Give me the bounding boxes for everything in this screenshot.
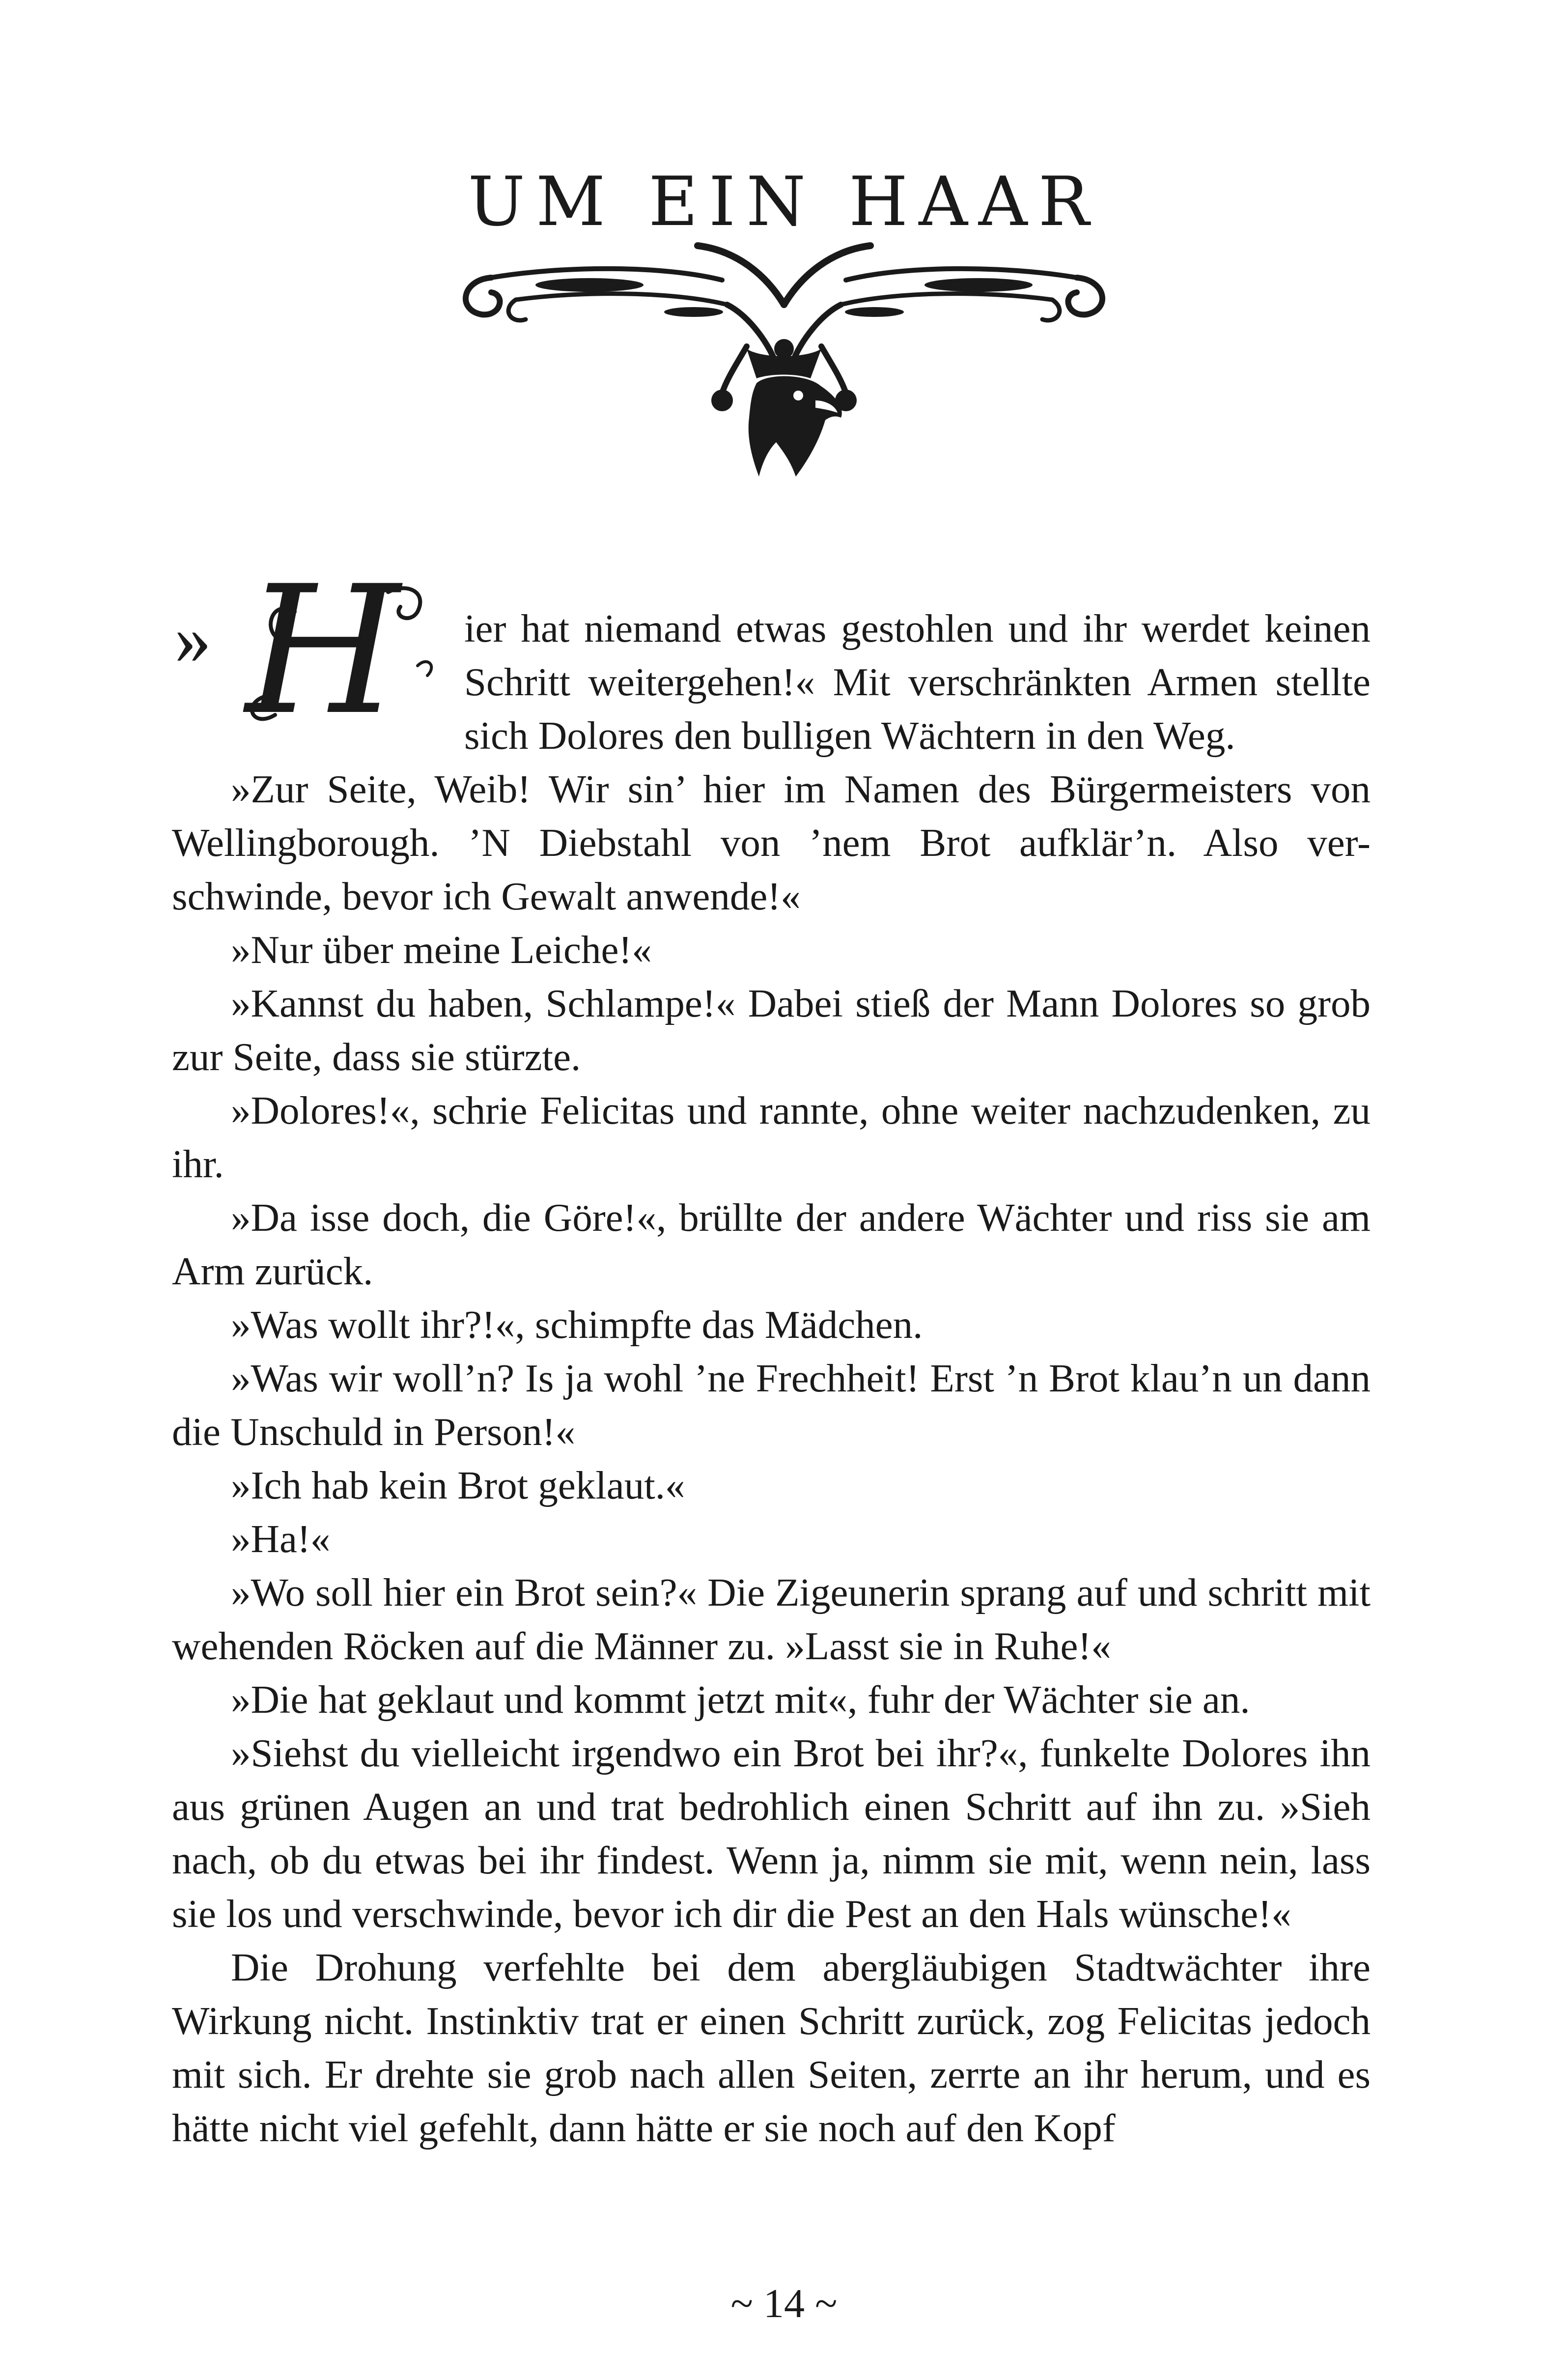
paragraph: »Da isse doch, die Göre!«, brüllte der andere Wächter und riss sie am Arm zurück. xyxy=(172,1195,1371,1293)
paragraph: »Nur über meine Leiche!« xyxy=(231,928,652,972)
paragraph xyxy=(172,548,1371,763)
dropcap-quote: » xyxy=(174,598,211,680)
paragraph: »Die hat geklaut und kommt jetzt mit«, fuhr der Wächter sie an. xyxy=(231,1677,1250,1722)
paragraph: »Was wir woll’n? Is ja wohl ’ne Frechheit! Erst ’n Brot klau’n un dann die Unschuld in Person!« xyxy=(172,1356,1371,1454)
paragraph: »Was wollt ihr?!«, schimpfte das Mädchen. xyxy=(231,1303,923,1347)
eagle-jester-emblem-icon xyxy=(0,231,1568,506)
chapter-title: UM EIN HAAR xyxy=(468,162,1100,241)
paragraph: »Dolores!«, schrie Felicitas und rannte, ohne weiter nachzudenken, zu ihr. xyxy=(172,1088,1371,1186)
paragraph: »Ha!« xyxy=(231,1517,331,1561)
paragraph: »Ich hab kein Brot geklaut.« xyxy=(231,1463,685,1507)
page-number: ~ 14 ~ xyxy=(730,2281,838,2326)
paragraph-text: ier hat niemand etwas gestohlen und ihr werdet keinen Schritt weitergehen!« Mit verschränkten Armen stellte sich Dolores den bulligen Wächtern in den Weg. xyxy=(464,606,1371,758)
paragraph: »Wo soll hier ein Brot sein?« Die Zigeunerin sprang auf und schritt mit wehenden Röcken auf die Männer zu. »Lasst sie in Ruhe!« xyxy=(172,1570,1371,1668)
dropcap-letter: H xyxy=(246,548,400,754)
paragraph: Die Drohung verfehlte bei dem abergläubigen Stadtwächter ihre Wirkung nicht. Instinktiv trat er einen Schritt zurück, zog Felicitas jedoch mit sich. Er drehte sie grob nach allen Seiten, zerrte an ihr herum, und es hätte nicht viel gefehlt, dann hätte er sie noch auf den Kopf xyxy=(172,1945,1371,2150)
dropcap xyxy=(172,548,452,754)
chapter-body xyxy=(172,548,1371,2155)
paragraph: »Siehst du vielleicht irgendwo ein Brot bei ihr?«, funkelte Dolores ihn aus grünen Augen an und trat bedrohlich einen Schritt auf ihn zu. »Sieh nach, ob du etwas bei ihr findest. Wenn ja, nimm sie mit, wenn nein, lass sie los und verschwinde, bevor ich dir die Pest an den Hals wünsche!« xyxy=(172,1731,1371,1936)
paragraph: »Zur Seite, Weib! Wir sin’ hier im Namen des Bürgermeisters von Wellingborough. ’N Diebstahl von ’nem Brot aufklär’n. Also ver-schwinde, bevor ich Gewalt anwende!« xyxy=(172,767,1371,918)
paragraph: »Kannst du haben, Schlampe!« Dabei stieß der Mann Dolores so grob zur Seite, dass sie stürzte. xyxy=(172,981,1371,1079)
